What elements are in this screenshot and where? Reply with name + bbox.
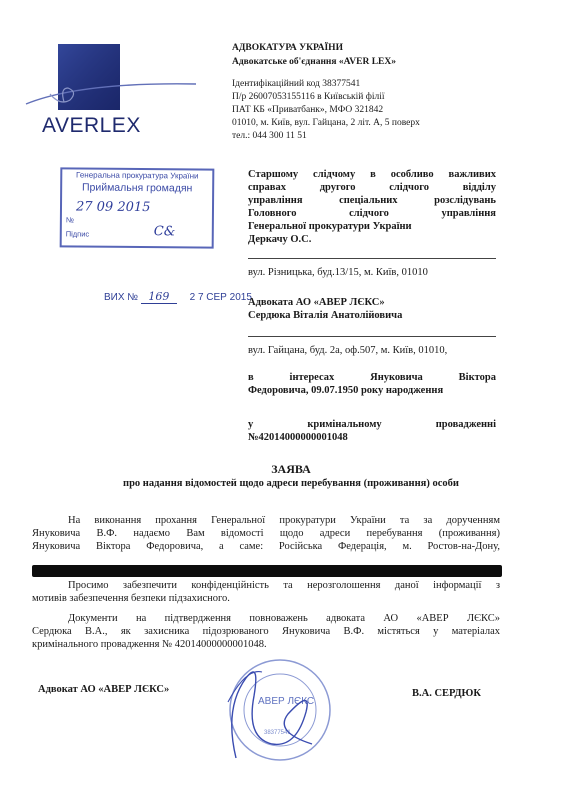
seal-code: 38377541 — [264, 730, 291, 736]
averlex-logo — [20, 44, 200, 140]
org-phone: тел.: 044 300 11 51 — [232, 131, 307, 141]
sender-line-1: Адвоката АО «АВЕР ЛЄКС» — [248, 297, 385, 308]
reception-stamp — [60, 167, 215, 248]
org-address: 01010, м. Київ, вул. Гайцана, 2 літ. А, 5 поверх — [232, 118, 420, 128]
sender-address: вул. Гайцана, буд. 2а, оф.507, м. Київ, 01010, — [248, 345, 448, 356]
outgoing-date: 2 7 СЕР 2015 — [189, 292, 252, 303]
interests-line-1: в інтересах Януковича Віктора — [248, 372, 496, 383]
logo-text: AVERLEX — [42, 114, 141, 137]
body-p2-line-2: мотивів забезпечення безпеки підзахисного. — [32, 593, 230, 604]
divider — [248, 336, 496, 337]
body-p1-line-1: На виконання прохання Генеральної прокуратури України та за дорученням — [68, 515, 500, 526]
official-seal — [216, 648, 334, 766]
recipient-line-2: справах другого слідчого відділу — [248, 182, 496, 193]
outgoing-label: ВИХ № — [104, 292, 139, 303]
signature-left-label: Адвокат АО «АВЕР ЛЄКС» — [38, 684, 170, 695]
outgoing-stamp — [104, 290, 252, 304]
document-subtitle: про надання відомостей щодо адреси перебування (проживання) особи — [123, 478, 459, 489]
interests-line-2: Федоровича, 09.07.1950 року народження — [248, 385, 444, 396]
org-name: АДВОКАТУРА УКРАЇНИ — [232, 43, 343, 53]
recipient-line-4: Головного слідчого управління — [248, 208, 496, 219]
recipient-address: вул. Різницька, буд.13/15, м. Київ, 01010 — [248, 267, 428, 278]
interests-line-4: №42014000000001048 — [248, 432, 348, 443]
body-p3-line-3: кримінального провадження № 42014000000001048. — [32, 639, 267, 650]
outgoing-number: 169 — [141, 290, 177, 304]
body-p3-line-1: Документи на підтвердження повноважень адвоката АО «АВЕР ЛЄКС» — [68, 613, 500, 624]
bank-name: ПАТ КБ «Приватбанк», МФО 321842 — [232, 105, 384, 115]
stamp-signature-label: Підпис — [65, 229, 90, 239]
divider — [248, 258, 496, 259]
body-p3-line-2: Сердюка В.А., як захисника підозрюваного Януковича В.Ф. містяться у матеріалах — [32, 626, 500, 637]
recipient-line-5: Генеральної прокуратури України — [248, 221, 412, 232]
recipient-line-6: Деркачу О.С. — [248, 234, 312, 245]
stamp-number-label: № — [65, 215, 74, 225]
bank-account: П/р 26007053155116 в Київській філії — [232, 92, 385, 102]
body-p1-line-2: Януковича В.Ф. надаємо Вам відомості щодо адреси перебування (проживання) — [32, 528, 500, 539]
document-title: ЗАЯВА — [271, 462, 311, 476]
stamp-line-1: Генеральна прокуратура України — [76, 170, 199, 181]
ident-code: Ідентифікаційний код 38377541 — [232, 79, 361, 89]
org-subtitle: Адвокатське об'єднання «AVER LEX» — [232, 57, 397, 67]
redaction-bar — [32, 565, 502, 577]
signature-name: В.А. СЕРДЮК — [412, 688, 481, 699]
interests-line-3: у кримінальному провадженні — [248, 419, 496, 430]
sender-line-2: Сердюка Віталія Анатолійовича — [248, 310, 403, 321]
body-p2-line-1: Просимо забезпечити конфіденційність та нерозголошення даної інформації з — [68, 580, 500, 591]
body-p1-line-3: Януковича Віктора Федоровича, а саме: Російська Федерація, м. Ростов-на-Дону, — [32, 541, 500, 552]
stamp-handwritten-sign: С& — [153, 224, 176, 240]
recipient-line-1: Старшому слідчому в особливо важливих — [248, 169, 496, 180]
recipient-line-3: управління спеціальних розслідувань — [248, 195, 496, 206]
stamp-line-2: Приймальня громадян — [81, 181, 193, 195]
stamp-handwritten-date: 27 09 2015 — [75, 199, 151, 216]
seal-text: АВЕР ЛЄКС — [258, 696, 315, 707]
